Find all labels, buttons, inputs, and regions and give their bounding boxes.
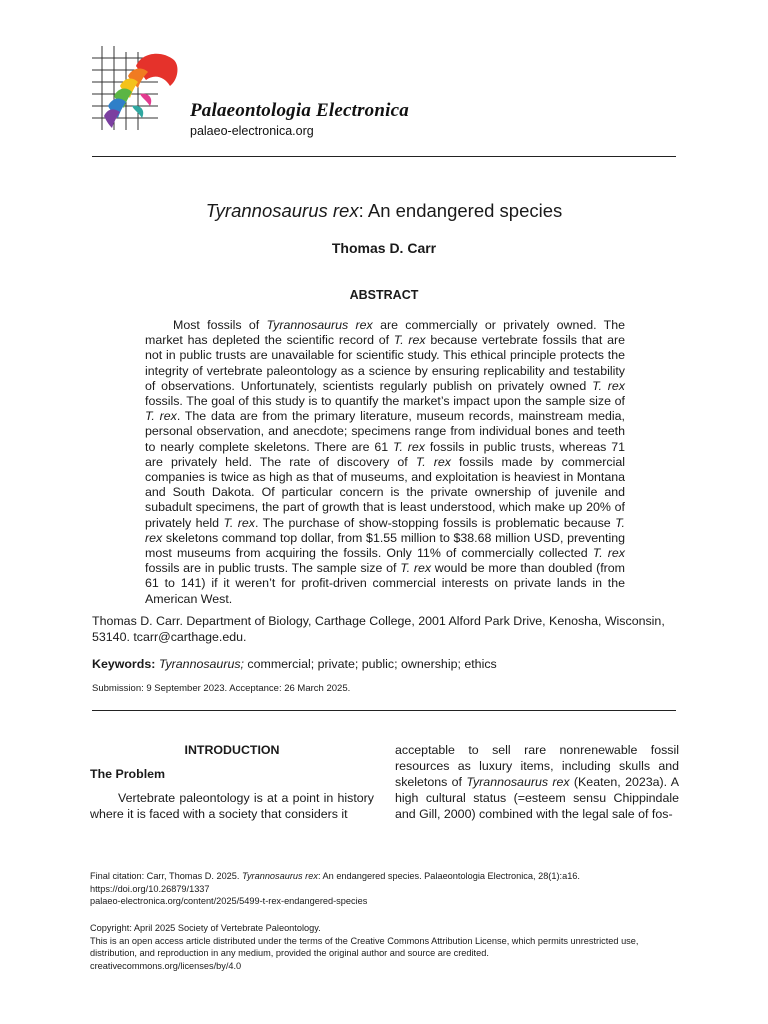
body-column-right <box>395 742 679 822</box>
keywords-list: commercial; private; public; ownership; ethics <box>243 657 497 671</box>
author-name: Thomas D. Carr <box>331 240 437 256</box>
license-link[interactable]: creativecommons.org/licenses/by/4.0 <box>90 960 242 971</box>
abstract-body: Most fossils of Tyrannosaurus rex are commercially or privately owned. The market has depleted the scientific record of T. rex because vertebrate fossils that are not in public trusts are unavailable for scientific study. This ethical principle protects the integrity of vertebrate paleontology as a science by ensuring replicability and testability of observations. Unfortunately, scientists regularly publish on privately owned T. rex fossils. The goal of this study is to quantify the market’s impact upon the sample size of T. rex. The data are from the primary literature, museum records, mainstream media, personal observation, and anecdote; specimens range from individual bones and teeth to nearly complete skeletons. There are 61 T. rex fossils in public trusts, whereas 71 are privately held. The rate of discovery of T. rex fossils made by commercial companies is twice as high as that of museums, and exploitation is heaviest in Montana and South Dakota. Of particular concern is the private ownership of juvenile and subadult specimens, the part of growth that is least understood, which make up 20% of privately held T. rex. The purchase of show-stopping fossils is problematic because T. rex skeletons command top dollar, from $1.55 million to $38.68 million USD, preventing most museums from acquiring the fossils. Only 11% of commercially collected T. rex fossils are in public trusts. The sample size of T. rex would be more than doubled (from 61 to 141) if it weren’t for profit-driven commercial interests on private lands in the American West. <box>145 318 626 606</box>
journal-url[interactable]: palaeo-electronica.org <box>190 124 314 138</box>
citation-url-link[interactable]: palaeo-electronica.org/content/2025/5499-t-rex-endangered-species <box>90 896 368 906</box>
keywords-label: Keywords: <box>92 657 156 671</box>
body-column-left <box>90 742 374 822</box>
keyword-italic: Tyrannosaurus; <box>158 657 244 671</box>
final-citation: Final citation: Carr, Thomas D. 2025. Tyrannosaurus rex: An endangered species. Palaeontologia Electronica, 28(1):a16. https://doi.org/10.26879/1337 palaeo-electronica.org/content/2025/5499-t-rex-endangered-species <box>90 870 680 908</box>
body-paragraph-continued: acceptable to sell rare nonrenewable fossil resources as luxury items, including skulls and skeletons of Tyrannosaurus rex (Keaten, 2023a). A high cultural status (=esteem sensu Chippindale and Gill, 2000) combined with the legal sale of fos- <box>395 743 679 821</box>
submission-dates: Submission: 9 September 2023. Acceptance: 26 March 2025. <box>92 683 351 694</box>
subsection-heading: The Problem <box>90 767 166 781</box>
article-title <box>0 200 768 222</box>
license-text: This is an open access article distributed under the terms of the Creative Commons Attribution License, which permits unrestricted use, distribution, and reproduction in any medium, provided the original author and source are credited. <box>90 935 639 958</box>
journal-logo-icon <box>92 46 184 138</box>
body-paragraph: Vertebrate paleontology is at a point in history where it is faced with a society that considers it <box>90 791 374 821</box>
title-species-name: Tyrannosaurus rex <box>205 200 359 221</box>
copyright-line: Copyright: April 2025 Society of Vertebrate Paleontology. <box>90 923 321 933</box>
keywords <box>92 657 676 671</box>
author-affiliation: Thomas D. Carr. Department of Biology, Carthage College, 2001 Alford Park Drive, Kenosha, Wisconsin, 53140. tcarr@carthage.edu. <box>92 614 665 644</box>
abstract-heading: ABSTRACT <box>349 288 419 302</box>
header-divider <box>92 156 676 157</box>
copyright-notice <box>90 922 680 972</box>
section-divider <box>92 710 676 711</box>
title-rest: : An endangered species <box>358 200 563 221</box>
journal-name: Palaeontologia Electronica <box>190 100 409 121</box>
introduction-heading: INTRODUCTION <box>184 743 280 757</box>
citation-doi-link[interactable]: https://doi.org/10.26879/1337 <box>90 883 210 894</box>
